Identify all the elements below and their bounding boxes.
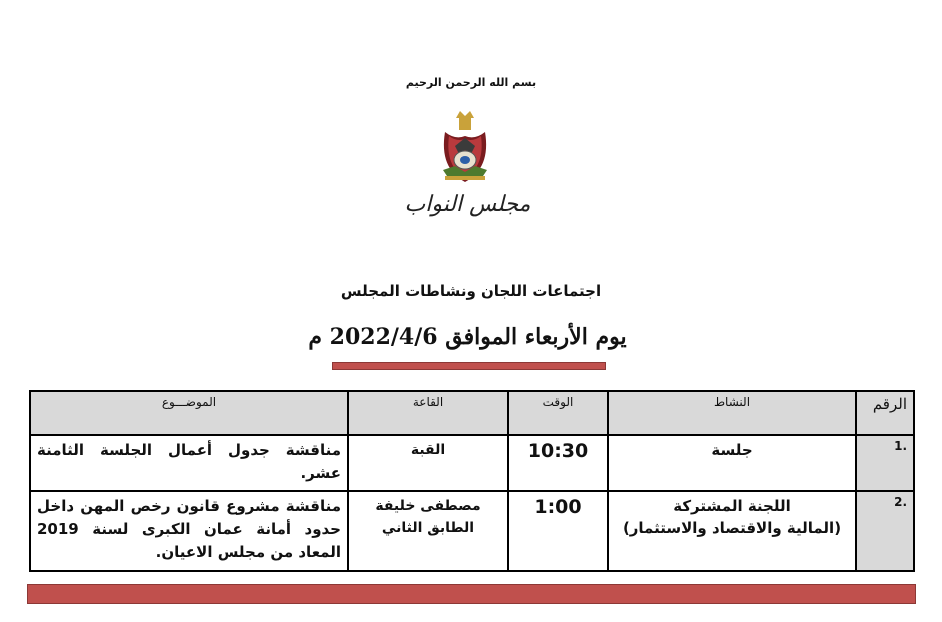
jordan-coat-of-arms-icon	[425, 110, 505, 192]
basmala: بسم الله الرحمن الرحيم	[405, 76, 537, 89]
hall-line: مصطفى خليفة	[375, 498, 481, 514]
date-heading: يوم الأربعاء الموافق 2022/4/6 م	[308, 324, 627, 350]
hall-line: القبة	[410, 442, 446, 458]
row-time: 10:30	[508, 435, 608, 491]
activity-line: جلسة	[711, 441, 753, 459]
row-activity	[608, 435, 856, 491]
parliament-name-logo: مجلس النواب	[404, 192, 531, 217]
row-hall	[348, 435, 508, 491]
row-hall	[348, 491, 508, 571]
column-header-subject: الموضـــوع	[30, 391, 348, 435]
activity-line: اللجنة المشتركة	[673, 497, 791, 515]
title-underline-bar	[332, 362, 606, 370]
row-subject: مناقشة مشروع قانون رخص المهن داخل حدود أمانة عمان الكبرى لسنة 2019 المعاد من مجلس الاعيان.	[30, 491, 348, 571]
column-header-time: الوقت	[508, 391, 608, 435]
table-header-row	[30, 391, 914, 435]
row-activity	[608, 491, 856, 571]
column-header-hall: القاعة	[348, 391, 508, 435]
table-row	[30, 435, 914, 491]
column-header-number: الرقم	[856, 391, 914, 435]
row-number: .1	[856, 435, 914, 491]
table-row	[30, 491, 914, 571]
hall-line: الطابق الثاني	[381, 520, 475, 536]
row-time: 1:00	[508, 491, 608, 571]
column-header-activity: النشاط	[608, 391, 856, 435]
row-number: .2	[856, 491, 914, 571]
activity-line: (المالية والاقتصاد والاستثمار)	[622, 519, 842, 537]
schedule-table	[29, 390, 915, 572]
footer-bar	[27, 584, 916, 604]
row-subject: مناقشة جدول أعمال الجلسة الثامنة عشر.	[30, 435, 348, 491]
page-title: اجتماعات اللجان ونشاطات المجلس	[340, 282, 602, 300]
